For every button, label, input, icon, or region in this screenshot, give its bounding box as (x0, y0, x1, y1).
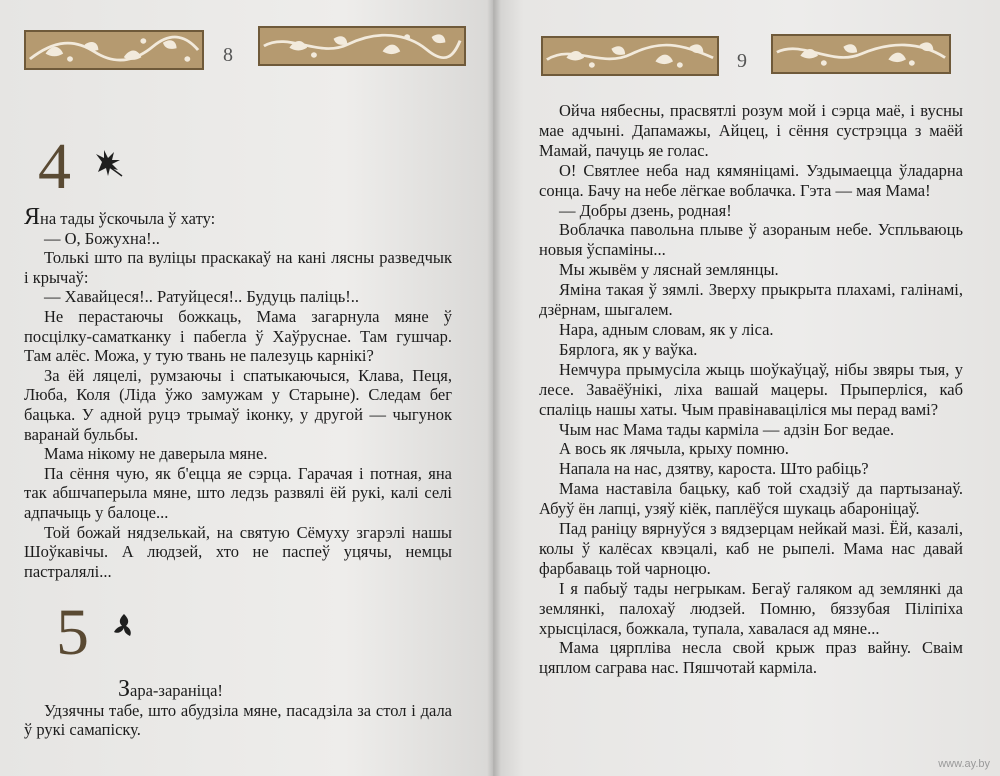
floral-ornament-icon (543, 38, 717, 74)
paragraph: Мы жывём у ляснай землянцы. (559, 260, 779, 280)
chapter-number-5: 5 (56, 596, 89, 669)
paragraph: Па сёння чую, як б'ецца яе сэрца. Гарачая і потная, яна так абшчаперыла мяне, што ледзь развялі ёй рукі, калі селі адпачыць у балоце... (24, 463, 452, 522)
chapter-4-text (24, 204, 452, 581)
paragraph: Нара, адным словам, як у ліса. (559, 319, 774, 339)
ornament-header-right-1 (541, 36, 719, 76)
paragraph: О! Святлее неба над кямяніцамі. Уздымаецца ўладарна сонца. Бачу на небе лёгкае воблачка. Гэта — мая Мама! (539, 160, 963, 200)
paragraph: Воблачка павольна плыве ў азораным небе. Успльваюць новыя ўспаміны... (539, 220, 963, 260)
ornament-header-left-2 (258, 26, 466, 66)
paragraph: Яна тады ўскочыла ў хату: (24, 204, 216, 230)
paragraph: Ойча нябесны, прасвятлі розум мой і сэрца маё, і вусны мае адчыні. Дапамажы, Айцец, і сёння сустрэцца з маёй Мамай, пачуць яе голас. (539, 101, 963, 160)
paragraph: Яміна такая ў зямлі. Зверху прыкрыта плахамі, галінамі, дзёрнам, шыгалем. (539, 280, 963, 320)
floral-ornament-icon (260, 28, 464, 64)
floral-ornament-icon (773, 36, 949, 72)
right-page (493, 0, 1000, 776)
paragraph: Мама наставіла бацьку, каб той схадзіў да партызанаў. Абуў ён лапці, узяў кіёк, паплёўся шукаць абароніцаў. (539, 479, 963, 519)
paragraph: Мама цярпліва несла свой крыж праз вайну. Сваім цяплом саграва нас. Пяшчотай карміла. (539, 638, 963, 678)
paragraph: — О, Божухна!.. (44, 228, 160, 248)
paragraph: Толькі што па вуліцы праскакаў на кані лясны разведчык і крычаў: (24, 248, 452, 287)
paragraph: — Хавайцеся!.. Ратуйцеся!.. Будуць паліць!.. (44, 287, 360, 307)
paragraph: Чым нас Мама тады карміла — адзін Бог ведае. (559, 419, 895, 439)
page-9-text (539, 101, 963, 678)
paragraph: Напала на нас, дзятву, кароста. Што рабіць? (559, 459, 869, 479)
dropcap: Я (24, 204, 41, 230)
chapter-number-4: 4 (38, 130, 71, 203)
paragraph: — Добры дзень, родная! (559, 200, 732, 220)
page-number: 8 (223, 44, 233, 66)
paragraph: Мама нікому не даверыла мяне. (44, 444, 268, 464)
watermark: www.ay.by (938, 758, 990, 770)
paragraph: І я пабыў тады негрыкам. Бегаў галяком ад землянкі да землянкі, палохаў людзей. Помню, бяззубая Піліпіха хрысцілася, божкала, тупала, хавалася ад мяне... (539, 578, 963, 638)
paragraph: Бярлога, як у ваўка. (559, 339, 698, 359)
paragraph: Не перастаючы божкаць, Мама загарнула мяне ў посцілку-саматканку і пабегла ў Хаўруснае. Там гушчар. Там алёс. Можа, у тую твань не палезуць карнікі? (24, 306, 452, 366)
paragraph: Удзячны табе, што абудзіла мяне, пасадзіла за стол і дала ў рукі самапіску. (24, 700, 452, 740)
flower-icon (112, 612, 136, 638)
paragraph: Немчура прымусіла жыць шоўкаўцаў, нібы звяры тыя, у лесе. Заваёўнікі, ліха вашай мацеры. Прыперліся, каб спаліць нашы хаты. Чым правінаваціліся мы перад вамі? (539, 359, 963, 419)
paragraph: Той божай нядзелькай, на святую Сёмуху згарэлі нашы Шоўкавічы. А людзей, хто не паспеў уцячы, немцы пастралялі... (24, 522, 452, 581)
ornament-header-left-1 (24, 30, 204, 70)
cornflower-icon (92, 148, 126, 178)
book-gutter (487, 0, 501, 776)
page-number: 9 (737, 50, 747, 72)
ornament-header-right-2 (771, 34, 951, 74)
floral-ornament-icon (26, 32, 202, 68)
chapter-5-text (24, 676, 452, 740)
dropcap: З (118, 676, 131, 702)
paragraph: А вось як лячыла, крыху помню. (559, 439, 789, 459)
left-page (0, 0, 493, 776)
paragraph: Зара-заранiца! (118, 676, 223, 702)
paragraph: Пад раніцу вярнуўся з вядзерцам нейкай мазі. Ёй, казалі, колы ў калёсах квэцалі, каб не рыпелі. Мама нас давай фарбаваць той чарноцю. (539, 519, 963, 578)
paragraph: За ёй ляцелі, румзаючы і спатыкаючыся, Клава, Пеця, Люба, Коля (Ліда ўжо замужам у Старыне). Следам бег бацька. У адной руцэ трымаў іконку, у другой — чыгунок варанай бульбы. (24, 365, 452, 444)
